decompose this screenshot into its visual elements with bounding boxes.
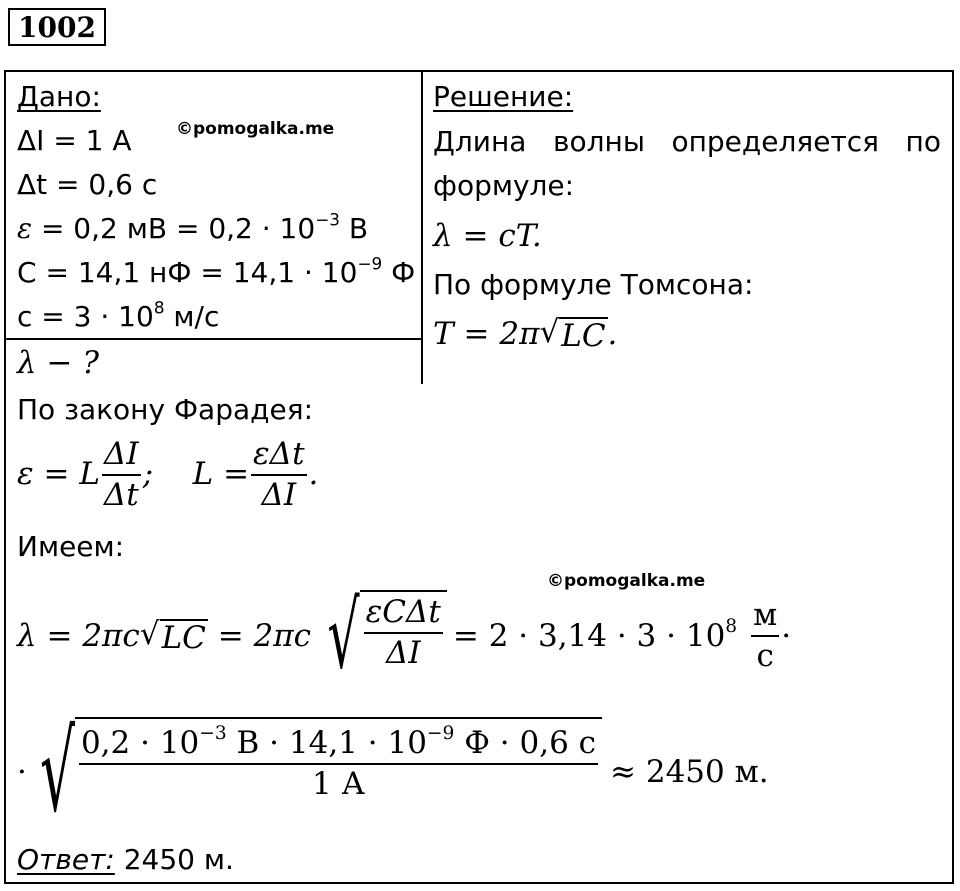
watermark-top: ©pomogalka.me bbox=[176, 119, 335, 139]
faraday-left: ε = L bbox=[17, 456, 100, 493]
numeric-base: = 2 · 3,14 · 3 · 10 bbox=[452, 617, 726, 654]
fraction-unit-num: м bbox=[751, 599, 779, 637]
sqrt-big-2 bbox=[27, 708, 602, 836]
solution-heading: Решение: bbox=[433, 80, 574, 113]
formula-lambda-full bbox=[17, 575, 791, 697]
fraction-unit-den: с bbox=[756, 638, 774, 674]
given-light-speed-value: с = 3 · 10 bbox=[17, 300, 154, 333]
values-part3: Ф · 0,6 с bbox=[454, 725, 597, 761]
formula-thomson-left: T = 2π bbox=[433, 316, 540, 352]
sqrt-big-1-body bbox=[360, 590, 447, 682]
given-capacitance-exp: −9 bbox=[357, 253, 383, 274]
fraction-di-dt bbox=[102, 438, 141, 511]
given-emf bbox=[17, 209, 369, 245]
formula-thomson bbox=[433, 314, 618, 354]
fraction-values-den: 1 А bbox=[311, 765, 366, 802]
lambda-full-left: λ = 2πc bbox=[17, 617, 140, 654]
fraction-inductance-num: εΔt bbox=[251, 438, 306, 476]
sqrt-lc-1 bbox=[539, 314, 607, 354]
values-part1: 0,2 · 10 bbox=[80, 725, 200, 761]
faraday-end: . bbox=[308, 456, 319, 493]
given-emf-value: = 0,2 мВ = 0,2 · 10 bbox=[40, 212, 316, 245]
fraction-di-dt-num: ΔI bbox=[102, 438, 141, 476]
faraday-sep: ; L = bbox=[142, 456, 250, 493]
given-capacitance-value: С = 14,1 нФ = 14,1 · 10 bbox=[17, 256, 358, 289]
given-current: ΔI = 1 А bbox=[17, 124, 132, 157]
formula-thomson-end: . bbox=[607, 316, 618, 352]
given-light-speed-unit: м/с bbox=[173, 300, 220, 333]
watermark-middle: ©pomogalka.me bbox=[547, 571, 706, 591]
given-emf-exp: −3 bbox=[315, 209, 340, 230]
radical-sign: √ bbox=[539, 314, 560, 350]
sqrt-big-1 bbox=[311, 582, 447, 689]
answer-label: Ответ: bbox=[17, 843, 115, 876]
column-divider bbox=[421, 70, 423, 384]
dot-end: · bbox=[781, 617, 792, 654]
formula-numeric bbox=[17, 707, 769, 837]
epsilon-symbol: ε bbox=[17, 212, 33, 245]
given-capacitance bbox=[17, 253, 416, 289]
fraction-di-dt-den: Δt bbox=[103, 476, 139, 513]
given-emf-unit: В bbox=[348, 212, 369, 245]
fraction-ecdt-den: ΔI bbox=[385, 634, 421, 671]
solution-text-thomson: По формуле Томсона: bbox=[433, 268, 754, 301]
approx-result: ≈ 2450 м. bbox=[610, 753, 769, 790]
radical-sign-2: √ bbox=[139, 615, 160, 652]
find-lambda: λ − ? bbox=[17, 345, 99, 381]
formula-lambda: λ = cT. bbox=[433, 218, 542, 254]
fraction-inductance-den: ΔI bbox=[261, 476, 297, 513]
values-exp2: −9 bbox=[426, 723, 455, 745]
fraction-ecdt bbox=[364, 596, 443, 669]
sqrt-lc-2 bbox=[139, 615, 208, 656]
answer-value: 2450 м. bbox=[114, 843, 234, 876]
text-faraday: По закону Фарадея: bbox=[17, 393, 314, 426]
answer-line bbox=[17, 843, 234, 876]
formula-faraday bbox=[17, 438, 318, 511]
text-have: Имеем: bbox=[17, 530, 125, 563]
given-heading: Дано: bbox=[17, 80, 101, 113]
radical-sign-big-1: √ bbox=[327, 582, 360, 689]
values-exp1: −3 bbox=[199, 723, 227, 745]
numeric-expression bbox=[452, 615, 738, 654]
fraction-inductance bbox=[251, 438, 306, 511]
fraction-unit bbox=[751, 599, 779, 672]
sqrt-lc-2-body: LC bbox=[161, 619, 206, 656]
fraction-ecdt-num: εCΔt bbox=[364, 596, 443, 634]
given-capacitance-unit: Ф bbox=[391, 256, 416, 289]
fraction-values bbox=[79, 723, 598, 802]
dot-start: · bbox=[17, 753, 27, 790]
given-time: Δt = 0,6 с bbox=[17, 168, 158, 201]
lambda-full-mid: = 2πc bbox=[207, 617, 312, 654]
sqrt-lc-1-body: LC bbox=[561, 318, 606, 354]
values-part2: В · 14,1 · 10 bbox=[226, 725, 427, 761]
given-light-speed-exp: 8 bbox=[153, 297, 165, 318]
fraction-values-num bbox=[79, 723, 598, 765]
given-light-speed bbox=[17, 297, 220, 333]
solution-text-wavelength: Длина волны определяется по формуле: bbox=[433, 125, 941, 202]
numeric-exp: 8 bbox=[725, 615, 738, 637]
sqrt-big-2-body bbox=[75, 717, 602, 827]
problem-number: 1002 bbox=[8, 8, 106, 46]
radical-sign-big-2: √ bbox=[39, 708, 75, 836]
given-divider bbox=[4, 338, 423, 340]
